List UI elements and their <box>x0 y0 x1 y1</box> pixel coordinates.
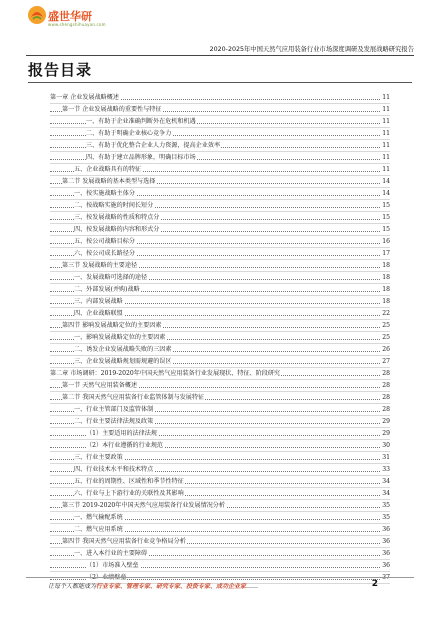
toc-entry-title: 第一节 企业发展战略的重要性与特征 <box>62 106 162 113</box>
toc-entry[interactable] <box>50 116 390 128</box>
toc-entry[interactable] <box>50 332 390 344</box>
toc-entry-page: 15 <box>382 226 390 233</box>
toc-entry-page: 11 <box>382 154 390 161</box>
toc-entry[interactable] <box>50 104 390 116</box>
toc-entry-title: 三、内部发展战略 <box>74 298 123 305</box>
toc-entry[interactable] <box>50 344 390 356</box>
toc-entry-page: 18 <box>382 298 390 305</box>
toc-entry[interactable] <box>50 380 390 392</box>
toc-entry[interactable] <box>50 452 390 464</box>
toc-entry-page: 11 <box>382 166 390 173</box>
toc-entry-page: 15 <box>382 202 390 209</box>
toc-entry-title: 四、行业技术水平和技术特点 <box>74 466 154 473</box>
toc-heading-divider <box>28 82 412 83</box>
toc-entry-title: 四、企业战略联盟 <box>74 310 123 317</box>
toc-entry-title: 二、按战略实施的时间长短分 <box>74 202 154 209</box>
toc-entry-page: 18 <box>382 274 390 281</box>
toc-entry-title: 五、按公司战略目标分 <box>74 238 135 245</box>
toc-entry-page: 27 <box>382 358 390 365</box>
toc-entry-page: 28 <box>382 382 390 389</box>
toc-entry[interactable] <box>50 416 390 428</box>
logo-url: www.shengshihuayan.com <box>48 22 106 27</box>
toc-entry[interactable] <box>50 236 390 248</box>
toc-entry-title: 二、诱发企业发展战略失败的三因素 <box>74 346 172 353</box>
toc-entry-page: 36 <box>382 550 390 557</box>
toc-entry[interactable] <box>50 320 390 332</box>
toc-entry[interactable] <box>50 536 390 548</box>
toc-entry[interactable] <box>50 464 390 476</box>
toc-entry-page: 16 <box>382 238 390 245</box>
toc-entry[interactable] <box>50 308 390 320</box>
toc-entry-title: 四、按发展战略的内容和形式分 <box>74 226 160 233</box>
toc-entry[interactable] <box>50 404 390 416</box>
toc-entry-title: 三、企业发展战略规划需规避的误区 <box>74 358 172 365</box>
toc-entry-page: 25 <box>382 322 390 329</box>
toc-entry-page: 15 <box>382 214 390 221</box>
toc-entry-title: （1）市场准入壁垒 <box>86 562 139 569</box>
toc-entry-title: 五、行业的周期性、区域性和季节性特征 <box>74 478 184 485</box>
toc-entry[interactable] <box>50 272 390 284</box>
toc-entry-page: 11 <box>382 130 390 137</box>
footer-slogan <box>48 581 258 590</box>
toc-entry-title: 一、进入本行业的主要障碍 <box>74 550 148 557</box>
toc-entry-title: 第三节 2019-2020年中国天然气应用装备行业发展情况分析 <box>62 502 225 509</box>
toc-entry[interactable] <box>50 548 390 560</box>
toc-entry[interactable] <box>50 260 390 272</box>
toc-entry-page: 36 <box>382 526 390 533</box>
toc-entry-page: 36 <box>382 562 390 569</box>
toc-entry[interactable] <box>50 224 390 236</box>
toc-entry-title: 一、行业主管部门及监管体制 <box>74 406 154 413</box>
toc-entry[interactable] <box>50 200 390 212</box>
toc-entry-title: 二、行业主要法律法规及政策 <box>74 418 154 425</box>
toc-entry[interactable] <box>50 560 390 572</box>
toc-entry-title: 第一章 企业发展战略概述 <box>50 94 119 101</box>
toc-entry[interactable] <box>50 284 390 296</box>
toc-entry[interactable] <box>50 392 390 404</box>
toc-entry-page: 29 <box>382 418 390 425</box>
toc-entry-title: （2）业绩壁垒 <box>86 574 127 581</box>
toc-entry-title: （1）主要适用的法律法规 <box>86 430 157 437</box>
toc-entry-page: 35 <box>382 514 390 521</box>
toc-entry-title: 二、外部发展(并购)战略 <box>74 286 140 293</box>
toc-entry[interactable] <box>50 488 390 500</box>
toc-entry-page: 11 <box>382 118 390 125</box>
toc-entry[interactable] <box>50 176 390 188</box>
toc-entry-title: 二、燃气应用系统 <box>74 526 123 533</box>
toc-entry-page: 34 <box>382 490 390 497</box>
toc-entry-page: 14 <box>382 178 390 185</box>
toc-entry[interactable] <box>50 500 390 512</box>
footer-accent: 行业专家、管理专家、研究专家、投资专家、成功企业家 <box>96 583 247 590</box>
toc-entry-page: 18 <box>382 286 390 293</box>
toc-entry-page: 11 <box>382 142 390 149</box>
toc-entry-page: 28 <box>382 406 390 413</box>
company-logo <box>26 4 106 34</box>
toc-entry-page: 34 <box>382 478 390 485</box>
toc-entry-page: 11 <box>382 94 390 101</box>
toc-entry-title: 四、有助于建立品牌形象，明确目标市场 <box>86 154 196 161</box>
footer-prefix: 让每个人都能成为 <box>48 583 97 590</box>
toc-entry-title: 一、燃气输配系统 <box>74 514 123 521</box>
toc-entry-page: 28 <box>382 370 390 377</box>
toc-entry-title: 二、有助于明确企业核心竞争力 <box>86 130 172 137</box>
toc-entry[interactable] <box>50 512 390 524</box>
logo-text: 盛世华研 <box>48 10 92 23</box>
toc-entry-page: 30 <box>382 442 390 449</box>
toc-entry-title: 六、行业与上下游行业的关联性及其影响 <box>74 490 184 497</box>
toc-entry-page: 33 <box>382 466 390 473</box>
toc-entry-title: 第二节 我国天然气应用装备行业监管体制与发展特征 <box>62 394 205 401</box>
toc-entry[interactable] <box>50 128 390 140</box>
logo-icon <box>26 4 48 26</box>
report-title: 2020-2025年中国天然气应用装备行业市场深度调研及发展战略研究报告 <box>209 46 414 53</box>
toc-entry-title: 第一节 天然气应用装备概述 <box>62 382 138 389</box>
toc-entry[interactable] <box>50 296 390 308</box>
toc-entry-title: 一、影响发展战略定位的主要因素 <box>74 334 166 341</box>
header-divider <box>26 55 414 56</box>
toc-entry-page: 35 <box>382 502 390 509</box>
toc-entry-page: 22 <box>382 310 390 317</box>
toc-entry-page: 18 <box>382 262 390 269</box>
toc-entry-page: 36 <box>382 538 390 545</box>
toc-entry-title: 一、有助于企业准确判断外在危机和机遇 <box>86 118 196 125</box>
toc-entry[interactable] <box>50 356 390 368</box>
toc-entry-title: 一、发展战略可选择的途径 <box>74 274 148 281</box>
toc-heading: 报告目录 <box>28 61 93 79</box>
toc-entry-title: 第二章 市场调研：2019-2020年中国天然气应用装备行业发展现状、特征、阶段研究 <box>50 370 281 377</box>
toc-entry[interactable] <box>50 164 390 176</box>
toc-entry-page: 29 <box>382 430 390 437</box>
toc-entry[interactable] <box>50 248 390 260</box>
toc-entry-page: 26 <box>382 346 390 353</box>
footer-divider <box>26 577 414 578</box>
toc-entry-title: 第二节 发展战略的基本类型与选择 <box>62 178 156 185</box>
toc-entry[interactable] <box>50 92 390 104</box>
toc-entry[interactable] <box>50 368 390 380</box>
toc-entry[interactable] <box>50 524 390 536</box>
toc-entry-page: 28 <box>382 394 390 401</box>
toc-entry[interactable] <box>50 212 390 224</box>
toc-entry-title: 三、行业主要政策 <box>74 454 123 461</box>
toc-entry-title: 五、企业战略具有的特征 <box>74 166 142 173</box>
toc-entry-title: 三、有助于优化整合企业人力资源，提高企业效率 <box>86 142 221 149</box>
toc-entry-page: 17 <box>382 250 390 257</box>
toc-entry[interactable] <box>50 440 390 452</box>
toc-entry-title: 三、按发展战略的性质和特点分 <box>74 214 160 221</box>
toc-entry[interactable] <box>50 428 390 440</box>
toc-entry-page: 25 <box>382 334 390 341</box>
toc-entry-title: 第四节 我国天然气应用装备行业竞争格局分析 <box>62 538 186 545</box>
footer-suffix: …… <box>246 583 259 590</box>
toc-entry-title: （2）本行业遵循的行业规范 <box>86 442 164 449</box>
toc-entry[interactable] <box>50 476 390 488</box>
table-of-contents <box>50 92 390 584</box>
toc-entry-title: 一、按实施战略主体分 <box>74 190 135 197</box>
toc-entry[interactable] <box>50 140 390 152</box>
toc-entry-page: 37 <box>382 574 390 581</box>
toc-entry-page: 31 <box>382 454 390 461</box>
toc-entry[interactable] <box>50 152 390 164</box>
page-header <box>0 0 440 58</box>
toc-entry-page: 14 <box>382 190 390 197</box>
page-number: 2 <box>371 579 378 589</box>
toc-entry-page: 11 <box>382 106 390 113</box>
toc-entry[interactable] <box>50 188 390 200</box>
toc-entry-title: 第四节 影响发展战略定位的主要因素 <box>62 322 162 329</box>
toc-entry-title: 六、按公司成长路径分 <box>74 250 135 257</box>
toc-entry-title: 第三节 发展战略的主要途径 <box>62 262 138 269</box>
